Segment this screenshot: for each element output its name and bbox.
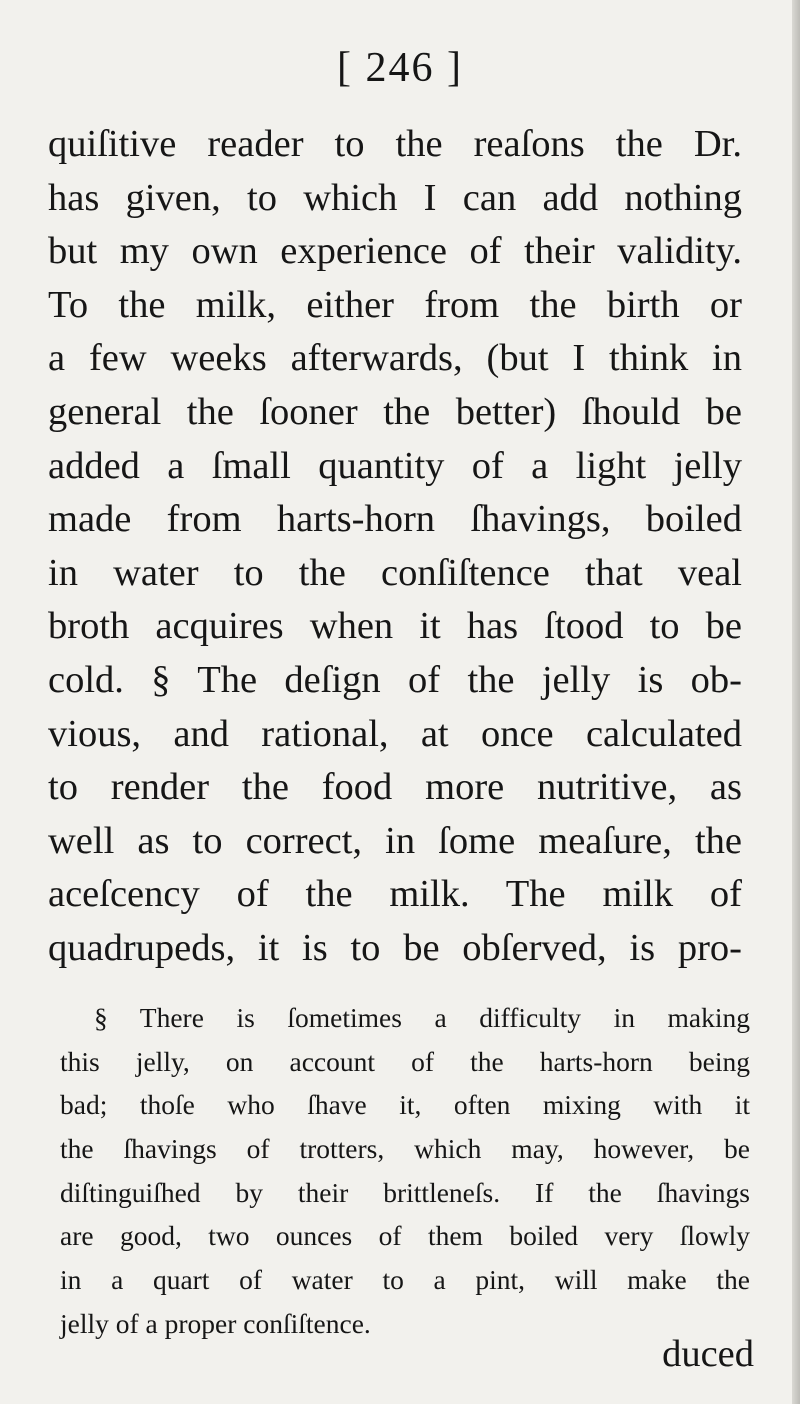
footnote	[60, 996, 750, 1346]
body-line: vious, and rational, at once calculated	[48, 712, 742, 755]
body-line: broth acquires when it has ſtood to be	[48, 605, 742, 648]
body-line: has given, to which I can add nothing	[48, 176, 742, 219]
body-line: well as to correct, in ſome meaſure, the	[48, 819, 742, 862]
footnote-line: are good, two ounces of them boiled very ſlowly	[60, 1220, 750, 1252]
footnote-line: diſtinguiſhed by their brittleneſs. If the ſhavings	[60, 1176, 750, 1208]
body-line: aceſcency of the milk. The milk of	[48, 873, 742, 916]
page-edge-shadow	[792, 0, 800, 1404]
body-text	[48, 118, 742, 976]
footnote-line: this jelly, on account of the harts-horn being	[60, 1045, 750, 1077]
footnote-line: jelly of a proper conſiſtence.	[60, 1307, 371, 1339]
body-line: made from harts-horn ſhavings, boiled	[48, 498, 742, 541]
body-line: to render the food more nutritive, as	[48, 766, 742, 809]
footnote-line: § There is ſometimes a difficulty in making	[94, 1002, 750, 1033]
footnote-line: the ſhavings of trotters, which may, however, be	[60, 1133, 750, 1165]
footnote-line: bad; thoſe who ſhave it, often mixing with it	[60, 1089, 750, 1121]
body-line: a few weeks afterwards, (but I think in	[48, 337, 742, 380]
page-number: [ 246 ]	[337, 45, 463, 91]
body-line: in water to the conſiſtence that veal	[48, 551, 742, 594]
body-line: added a ſmall quantity of a light jelly	[48, 444, 742, 487]
body-line: but my own experience of their validity.	[48, 230, 742, 273]
body-line: To the milk, either from the birth or	[48, 283, 742, 326]
body-line: quadrupeds, it is to be obſerved, is pro-	[48, 926, 742, 969]
catchword: duced	[662, 1333, 754, 1375]
body-line: general the ſooner the better) ſhould be	[48, 390, 742, 433]
body-line: quiſitive reader to the reaſons the Dr.	[48, 123, 742, 165]
body-line: cold. § The deſign of the jelly is ob-	[48, 658, 742, 701]
footnote-line: in a quart of water to a pint, will make the	[60, 1264, 750, 1296]
